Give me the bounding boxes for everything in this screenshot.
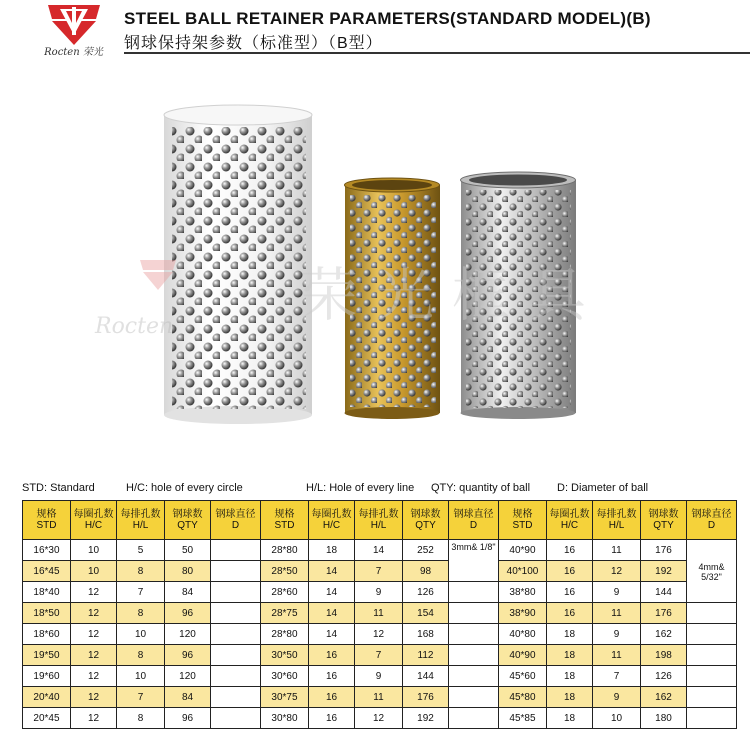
table-cell: 18*60 <box>23 624 71 645</box>
column-header-qty: 钢球数 QTY <box>403 501 449 540</box>
header-rule <box>124 52 750 54</box>
page-subtitle: 钢球保持架参数（标准型）（B型） <box>124 35 383 52</box>
table-cell: 14 <box>355 540 403 561</box>
table-cell: 162 <box>641 687 687 708</box>
table-cell: 18 <box>547 708 593 729</box>
table-cell: 112 <box>403 645 449 666</box>
table-row <box>23 561 737 582</box>
table-cell: 7 <box>593 666 641 687</box>
table-cell: 7 <box>117 687 165 708</box>
table-cell: 16*30 <box>23 540 71 561</box>
column-header-d: 钢球直径 D <box>687 501 737 540</box>
ball-diameter-group3: 4mm& 5/32" <box>687 540 737 603</box>
column-header-hc: 每圈孔数 H/C <box>309 501 355 540</box>
table-cell: 12 <box>71 603 117 624</box>
table-cell: 11 <box>593 603 641 624</box>
table-cell-d <box>211 540 261 561</box>
table-cell: 10 <box>117 624 165 645</box>
table-cell: 50 <box>165 540 211 561</box>
table-cell: 18 <box>547 645 593 666</box>
table-cell-d <box>449 708 499 729</box>
table-cell: 9 <box>355 582 403 603</box>
column-header-d: 钢球直径 D <box>211 501 261 540</box>
table-cell-d <box>449 666 499 687</box>
company-logo <box>26 5 121 57</box>
table-cell: 12 <box>71 645 117 666</box>
table-cell: 176 <box>641 540 687 561</box>
table-cell: 84 <box>165 582 211 603</box>
table-cell: 28*60 <box>261 582 309 603</box>
table-cell: 96 <box>165 603 211 624</box>
table-cell: 192 <box>403 708 449 729</box>
product-photo <box>0 75 750 465</box>
table-cell: 28*80 <box>261 540 309 561</box>
table-cell: 10 <box>71 540 117 561</box>
table-cell-d <box>449 624 499 645</box>
table-cell: 30*50 <box>261 645 309 666</box>
legend-qty: QTY: quantity of ball <box>431 482 531 494</box>
table-cell: 252 <box>403 540 449 561</box>
table-row <box>23 645 737 666</box>
table-cell: 19*60 <box>23 666 71 687</box>
table-cell: 38*90 <box>499 603 547 624</box>
table-cell-d <box>687 666 737 687</box>
table-cell-d <box>211 666 261 687</box>
table-cell: 28*80 <box>261 624 309 645</box>
table-cell: 8 <box>117 603 165 624</box>
table-cell: 18*50 <box>23 603 71 624</box>
table-cell: 30*80 <box>261 708 309 729</box>
table-cell: 16 <box>309 708 355 729</box>
table-cell: 40*80 <box>499 624 547 645</box>
column-header-std: 规格 STD <box>23 501 71 540</box>
table-cell: 7 <box>355 645 403 666</box>
table-cell: 126 <box>403 582 449 603</box>
table-cell: 28*75 <box>261 603 309 624</box>
legend-d: D: Diameter of ball <box>557 482 649 494</box>
column-header-hl: 每排孔数 H/L <box>593 501 641 540</box>
table-cell: 12 <box>71 666 117 687</box>
column-header-hc: 每圈孔数 H/C <box>547 501 593 540</box>
table-cell: 154 <box>403 603 449 624</box>
table-cell: 19*50 <box>23 645 71 666</box>
table-cell-d <box>687 708 737 729</box>
table-row <box>23 687 737 708</box>
table-cell: 176 <box>641 603 687 624</box>
table-cell: 12 <box>71 582 117 603</box>
table-cell-d <box>687 624 737 645</box>
table-cell-d <box>211 687 261 708</box>
parameter-table <box>22 500 737 729</box>
table-cell-d <box>449 582 499 603</box>
table-cell: 16 <box>309 645 355 666</box>
table-cell: 14 <box>309 561 355 582</box>
table-cell: 14 <box>309 582 355 603</box>
table-cell: 45*80 <box>499 687 547 708</box>
table-cell: 18 <box>547 687 593 708</box>
page-title: STEEL BALL RETAINER PARAMETERS(STANDARD MODEL)(B) <box>124 9 651 28</box>
table-cell: 9 <box>355 666 403 687</box>
legend-hc: H/C: hole of every circle <box>126 482 243 494</box>
table-cell: 12 <box>355 708 403 729</box>
retainer-illustration <box>0 75 750 465</box>
table-cell: 18*40 <box>23 582 71 603</box>
table-cell: 8 <box>117 645 165 666</box>
table-cell: 120 <box>165 666 211 687</box>
table-cell: 40*90 <box>499 645 547 666</box>
table-cell: 9 <box>593 687 641 708</box>
table-cell: 144 <box>641 582 687 603</box>
table-cell: 16 <box>547 582 593 603</box>
abbreviation-legend <box>22 482 732 498</box>
table-row <box>23 666 737 687</box>
ball-diameter-group2: 3mm& 1/8" <box>449 540 499 582</box>
table-cell: 192 <box>641 561 687 582</box>
column-header-qty: 钢球数 QTY <box>641 501 687 540</box>
table-cell: 9 <box>593 582 641 603</box>
table-cell: 9 <box>593 624 641 645</box>
table-cell: 18 <box>547 666 593 687</box>
table-cell: 8 <box>117 708 165 729</box>
table-cell: 12 <box>593 561 641 582</box>
table-cell: 40*90 <box>499 540 547 561</box>
table-cell: 176 <box>403 687 449 708</box>
table-cell: 10 <box>593 708 641 729</box>
table-cell: 16 <box>309 666 355 687</box>
table-row <box>23 540 737 561</box>
table-cell: 7 <box>117 582 165 603</box>
table-cell: 80 <box>165 561 211 582</box>
table-cell: 16 <box>547 540 593 561</box>
watermark-brand: Rocten <box>95 314 174 339</box>
table-cell-d <box>211 582 261 603</box>
table-cell: 45*85 <box>499 708 547 729</box>
table-cell: 96 <box>165 645 211 666</box>
table-cell-d <box>687 645 737 666</box>
column-header-d: 钢球直径 D <box>449 501 499 540</box>
table-cell: 126 <box>641 666 687 687</box>
table-cell: 11 <box>355 687 403 708</box>
logo-mark-icon <box>48 5 100 45</box>
table-cell-d <box>449 687 499 708</box>
table-cell-d <box>211 561 261 582</box>
table-cell-d <box>449 645 499 666</box>
legend-std: STD: Standard <box>22 482 95 494</box>
table-cell-d <box>687 603 737 624</box>
table-cell: 180 <box>641 708 687 729</box>
table-cell: 16 <box>547 603 593 624</box>
table-cell: 16 <box>309 687 355 708</box>
table-cell: 20*45 <box>23 708 71 729</box>
table-cell: 11 <box>593 540 641 561</box>
table-cell: 20*40 <box>23 687 71 708</box>
logo-text: Rocten 荣光 <box>44 47 103 58</box>
table-cell: 8 <box>117 561 165 582</box>
table-cell: 16*45 <box>23 561 71 582</box>
column-header-hl: 每排孔数 H/L <box>355 501 403 540</box>
table-cell: 12 <box>355 624 403 645</box>
column-header-std: 规格 STD <box>261 501 309 540</box>
table-cell: 168 <box>403 624 449 645</box>
table-cell: 12 <box>71 624 117 645</box>
table-cell: 98 <box>403 561 449 582</box>
table-row <box>23 708 737 729</box>
table-cell: 38*80 <box>499 582 547 603</box>
white-retainer <box>164 105 312 424</box>
table-cell: 162 <box>641 624 687 645</box>
table-cell: 16 <box>547 561 593 582</box>
table-row <box>23 582 737 603</box>
legend-hl: H/L: Hole of every line <box>306 482 415 494</box>
table-cell: 96 <box>165 708 211 729</box>
column-header-qty: 钢球数 QTY <box>165 501 211 540</box>
table-cell: 10 <box>71 561 117 582</box>
table-cell: 30*60 <box>261 666 309 687</box>
table-cell: 12 <box>71 708 117 729</box>
table-cell-d <box>687 687 737 708</box>
table-cell: 40*100 <box>499 561 547 582</box>
table-row <box>23 603 737 624</box>
page-header <box>0 0 750 58</box>
table-cell-d <box>449 603 499 624</box>
table-cell: 10 <box>117 666 165 687</box>
table-cell: 144 <box>403 666 449 687</box>
table-row <box>23 624 737 645</box>
table-cell: 198 <box>641 645 687 666</box>
table-cell: 120 <box>165 624 211 645</box>
watermark-cn: 荣光框具 <box>300 261 605 329</box>
table-cell: 30*75 <box>261 687 309 708</box>
table-cell-d <box>211 645 261 666</box>
table-cell: 14 <box>309 624 355 645</box>
table-cell: 12 <box>71 687 117 708</box>
table-cell: 18 <box>309 540 355 561</box>
table-cell: 11 <box>355 603 403 624</box>
table-cell: 7 <box>355 561 403 582</box>
table-cell: 11 <box>593 645 641 666</box>
column-header-hc: 每圈孔数 H/C <box>71 501 117 540</box>
table-cell: 18 <box>547 624 593 645</box>
table-cell: 84 <box>165 687 211 708</box>
column-header-hl: 每排孔数 H/L <box>117 501 165 540</box>
table-cell-d <box>211 603 261 624</box>
table-cell: 5 <box>117 540 165 561</box>
table-cell-d <box>211 624 261 645</box>
table-cell: 14 <box>309 603 355 624</box>
table-cell: 28*50 <box>261 561 309 582</box>
table-cell-d <box>211 708 261 729</box>
table-header-row <box>23 501 737 540</box>
table-cell: 45*60 <box>499 666 547 687</box>
column-header-std: 规格 STD <box>499 501 547 540</box>
